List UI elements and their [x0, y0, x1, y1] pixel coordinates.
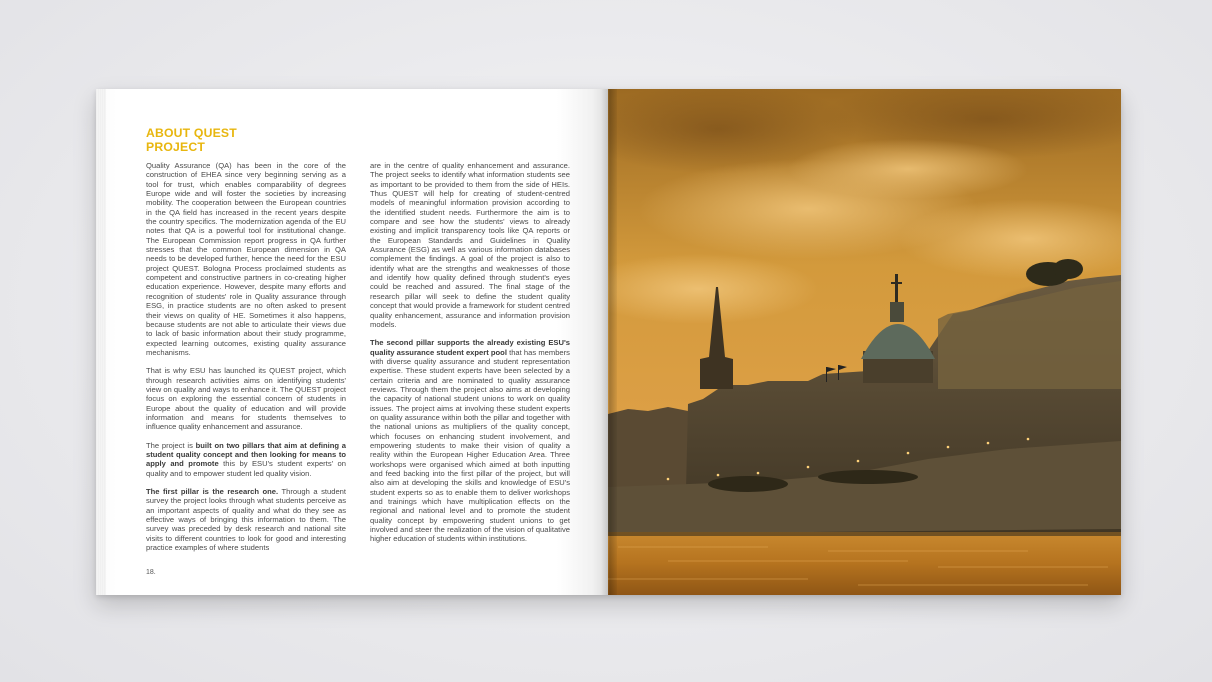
paragraph — [146, 441, 346, 478]
page-title-line2: PROJECT — [146, 140, 205, 154]
open-brochure-spread — [96, 89, 1121, 595]
page-title — [146, 126, 237, 154]
paragraph-bold-text: built on two pillars that aim at defining a student quality concept and then looking for means to apply and promote — [146, 440, 346, 469]
left-page — [96, 89, 608, 595]
text-column-right — [370, 161, 570, 553]
paragraph — [370, 338, 570, 544]
right-page-photo — [608, 89, 1121, 595]
paragraph-text: The project is — [146, 440, 196, 450]
paragraph: Quality Assurance (QA) has been in the core of the construction of EHEA since very beginning serving as a tool for trust, which enables comparability of degrees Europe wide and will foster the societies by increasing mobility. The cooperation between the European countries in the QA field has increased in the recent years despite the country specifics. The modernization agenda of the EU notes that QA is a powerful tool for institutional change. The European Commission report progress in QA further stresses that the common European dimension in QA needs to be developed further, hence the need for the ESU project QUEST. Bologna Process proclaimed students as competent and constructive partners in co-creating higher education experience. However, despite many efforts and recognition of students' role in Quality assurance through ESG, in practice students are no often asked to present their views on quality of HE. Sometimes it also happens, because students are not able to articulate their views due to lack of basic information about their study programme, expected learning outcomes, existing quality assurance mechanisms. — [146, 161, 346, 357]
paragraph — [146, 487, 346, 552]
paragraph-text: that has members with diverse quality assurance and student representation expertise. These student experts have been selected by a certain criteria and are nominated to quality assurance reviews. Through them the project also aims at developing the capacity of national student unions to work on quality issues. The project aims at involving these student experts on quality assurance within both the pillar and together with the national unions as multipliers of the quality concept, which focuses on enhancing student involvement, and empowering students to make their vision of quality a reality within the European Higher Education Area. Three workshops were organised which aimed at both inputting and feed backing into the first pillar of the project, but will also aim at developing the skills and knowledge of ESU's student experts so as to enable them to deliver workshops and trainings which have multiplication effects on the regional and national level and to promote the student quality concept by empowering student unions to get involved and steer the realization of the vision of qualitative higher education of students within institutions. — [370, 347, 570, 544]
page-edge — [96, 89, 106, 595]
text-column-left — [146, 161, 346, 561]
paragraph: are in the centre of quality enhancement and assurance. The project seeks to identify what information students see as important to be provided to them from the side of HEIs. Thus QUEST will help for creating of student-centred models of meaningful information provision according to the identified student needs. Furthermore the aim is to compare and see how the students' views to already existing and implicit transparency tools like QA reports or the European Standards and Guidelines in Quality Assurance (ESG) as well as various information databases complement the findings. A goal of the project is also to identify what are the strengths and weaknesses of those and identify how quality defined through student's eyes could be reached and assured. The final stage of the research pillar will seek to define the student quality concept that would provide a framework for student centred quality enhancement, assurance and information provision models. — [370, 161, 570, 329]
paragraph-text: Through a student survey the project looks through what students perceive as an important aspects of quality and what do they see as effective ways of bringing this information to them. The survey was preceded by desk research and national site visits to different countries to look for good and interesting practice examples of where students — [146, 487, 346, 553]
paragraph-bold-text: The first pillar is the research one. — [146, 487, 279, 496]
valletta-skyline-photo — [608, 89, 1121, 595]
page-number: 18. — [146, 569, 156, 576]
paragraph: That is why ESU has launched its QUEST project, which through research activities aims on identifying students' view on quality and ways to enhance it. The QUEST project focus on exploring the essential concern of students in Europe about the quality of education and will provide information and means for students themselves to influence quality enhancement and assurance. — [146, 366, 346, 432]
paragraph-text: this by ESU's student experts' on quality and to empower student led quality vision. — [146, 459, 346, 478]
page-title-line1: ABOUT QUEST — [146, 126, 237, 140]
paragraph-bold-text: The second pillar supports the already existing ESU's quality assurance student expert pool — [370, 338, 570, 357]
